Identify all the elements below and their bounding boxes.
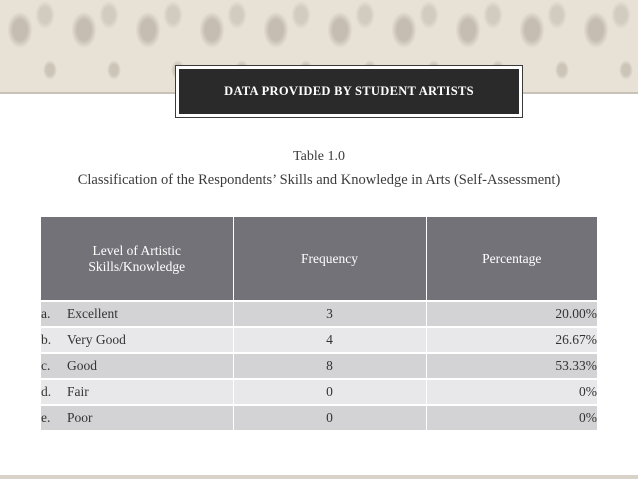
skills-table [41, 217, 597, 430]
header-frequency: Frequency [233, 217, 426, 301]
row-letter: a. [41, 306, 51, 321]
level-cell [41, 327, 233, 353]
frequency-cell: 3 [233, 301, 426, 327]
header-level-line2: Skills/Knowledge [88, 258, 186, 274]
percentage-cell: 0% [426, 379, 597, 405]
table-row [41, 379, 597, 405]
row-letter: e. [41, 410, 51, 425]
level-cell [41, 379, 233, 405]
percentage-cell: 53.33% [426, 353, 597, 379]
percentage-cell: 26.67% [426, 327, 597, 353]
row-level: Very Good [67, 332, 126, 347]
percentage-cell: 20.00% [426, 301, 597, 327]
header-level [41, 217, 233, 301]
frequency-cell: 0 [233, 405, 426, 430]
level-cell [41, 405, 233, 430]
level-cell [41, 301, 233, 327]
slide-title-box [176, 66, 522, 117]
row-letter: c. [41, 358, 51, 373]
row-letter: d. [41, 384, 52, 399]
table-row [41, 327, 597, 353]
table-header-row [41, 217, 597, 301]
table-row [41, 405, 597, 430]
frequency-cell: 0 [233, 379, 426, 405]
row-level: Good [67, 358, 97, 373]
level-cell [41, 353, 233, 379]
table-caption: Classification of the Respondents’ Skills and Knowledge in Arts (Self-Assessment) [77, 172, 561, 188]
percentage-cell: 0% [426, 405, 597, 430]
row-level: Excellent [67, 306, 118, 321]
row-letter: b. [41, 332, 52, 347]
header-percentage: Percentage [426, 217, 597, 301]
slide-title: DATA PROVIDED BY STUDENT ARTISTS [224, 84, 474, 98]
header-level-line1: Level of Artistic [92, 242, 181, 258]
table-number: Table 1.0 [293, 149, 345, 164]
frequency-cell: 8 [233, 353, 426, 379]
row-level: Fair [67, 384, 89, 399]
table-row [41, 353, 597, 379]
row-level: Poor [67, 410, 93, 425]
frequency-cell: 4 [233, 327, 426, 353]
footer-divider [0, 475, 638, 479]
table-row [41, 301, 597, 327]
